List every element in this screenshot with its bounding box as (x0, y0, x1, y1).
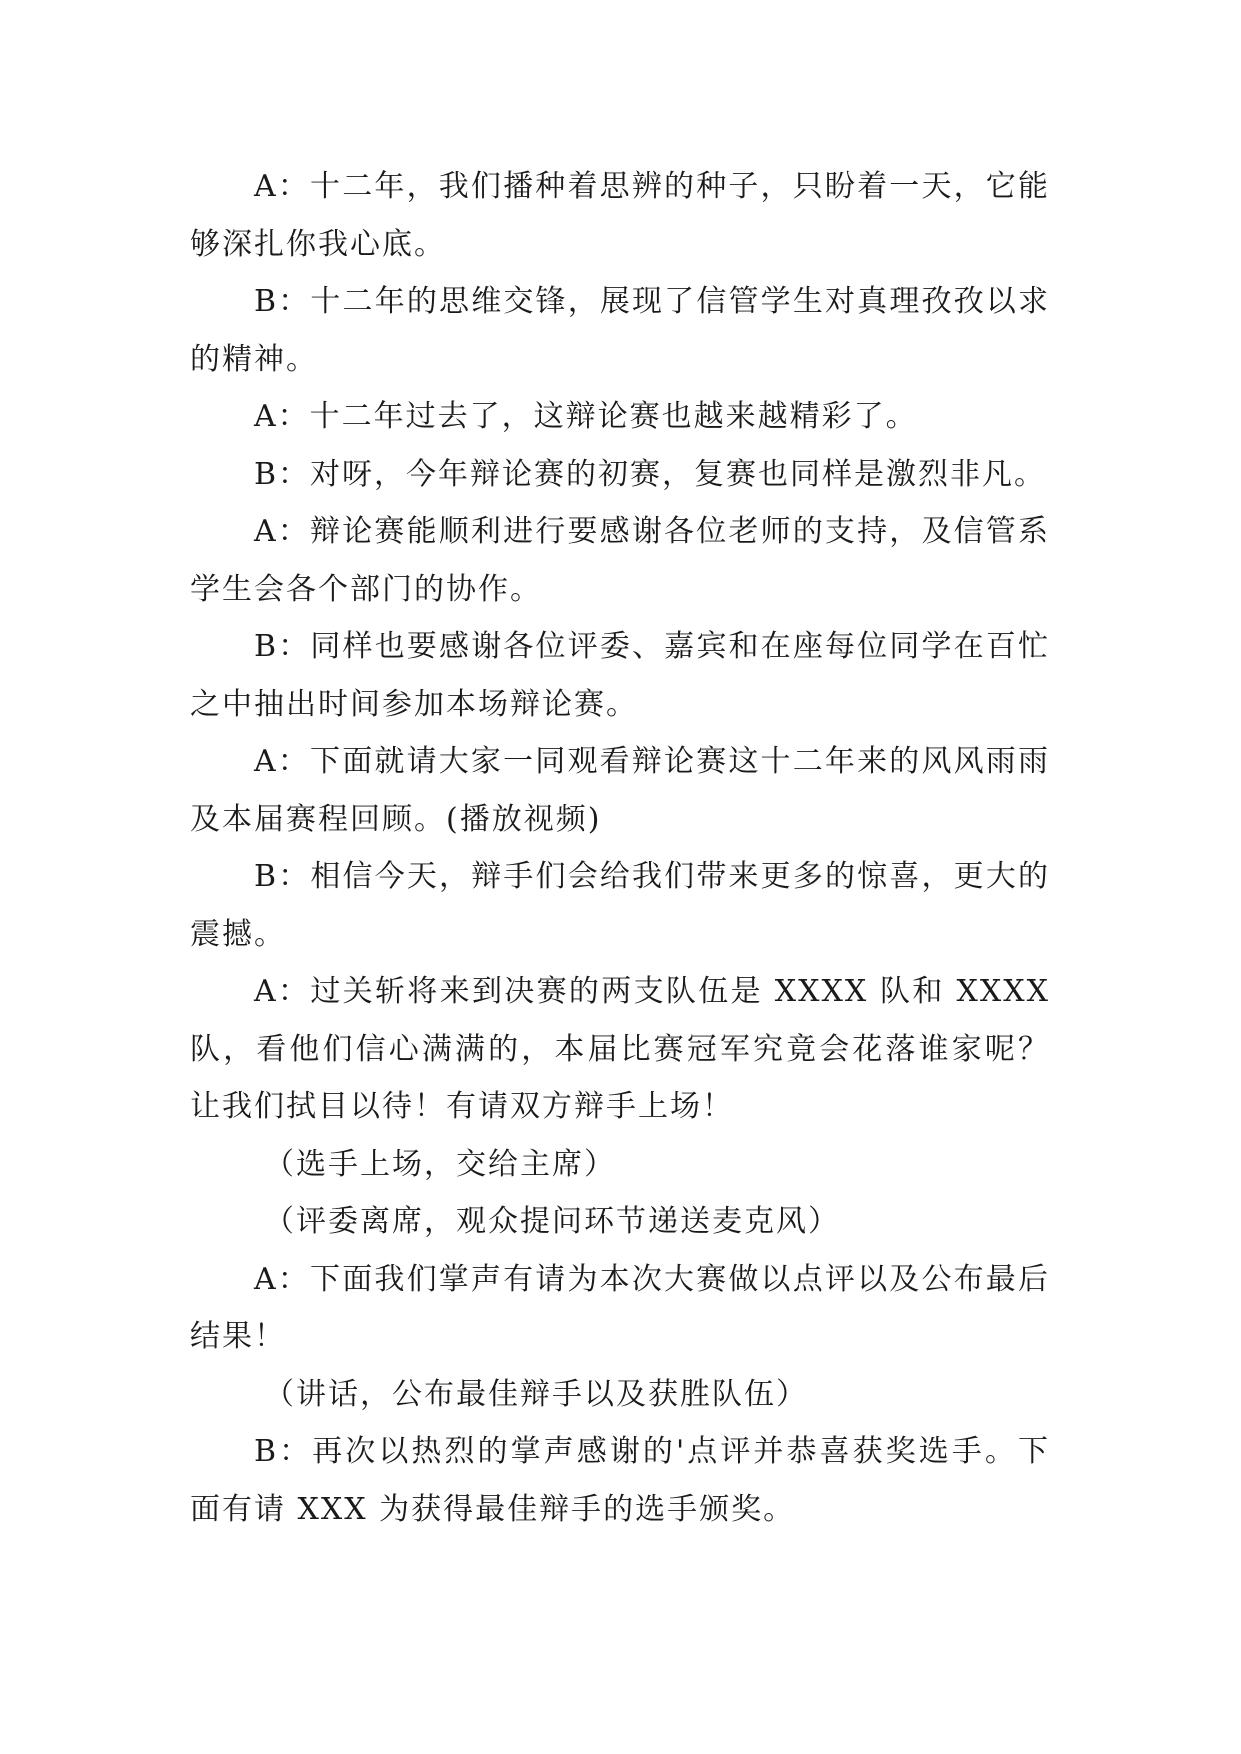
paragraph-host-b-award-ceremony: B：再次以热烈的掌声感谢的'点评并恭喜获奖选手。下面有请 XXX 为获得最佳辩手的选手颁奖。 (190, 1434, 1050, 1527)
paragraph-host-a-more-exciting: A：十二年过去了，这辩论赛也越来越精彩了。 (254, 399, 918, 434)
paragraph-host-a-twelve-years: A：十二年，我们播种着思辨的种子，只盼着一天，它能够深扎你我心底。 (190, 169, 1050, 262)
paragraph-host-b-preliminaries: B：对呀，今年辩论赛的初赛，复赛也同样是激烈非凡。 (254, 456, 1047, 492)
document-body (190, 158, 1050, 1538)
paragraph-host-a-announce-results: A：下面我们掌声有请为本次大赛做以点评以及公布最后结果！ (190, 1261, 1050, 1354)
stage-direction-speech-awards: （讲话，公布最佳辩手以及获胜队伍） (264, 1376, 808, 1412)
paragraph-host-b-surprises: B：相信今天，辩手们会给我们带来更多的惊喜，更大的震撼。 (190, 859, 1050, 952)
stage-direction-judges-leave: （评委离席，观众提问环节递送麦克风） (264, 1204, 840, 1239)
stage-direction-players-enter: （选手上场，交给主席） (264, 1146, 616, 1182)
paragraph-host-b-debate-spirit: B：十二年的思维交锋，展现了信管学生对真理孜孜以求的精神。 (190, 284, 1050, 377)
paragraph-host-b-thanks-guests: B：同样也要感谢各位评委、嘉宾和在座每位同学在百忙之中抽出时间参加本场辩论赛。 (190, 629, 1050, 722)
paragraph-host-a-thanks-teachers: A：辩论赛能顺利进行要感谢各位老师的支持，及信管系学生会各个部门的协作。 (190, 514, 1050, 607)
paragraph-host-a-final-teams: A：过关斩将来到决赛的两支队伍是 XXXX 队和 XXXX 队，看他们信心满满的，本届比赛冠军究竟会花落谁家呢？让我们拭目以待！有请双方辩手上场！ (190, 974, 1050, 1124)
paragraph-host-a-video-review: A：下面就请大家一同观看辩论赛这十二年来的风风雨雨及本届赛程回顾。(播放视频) (190, 744, 1050, 837)
